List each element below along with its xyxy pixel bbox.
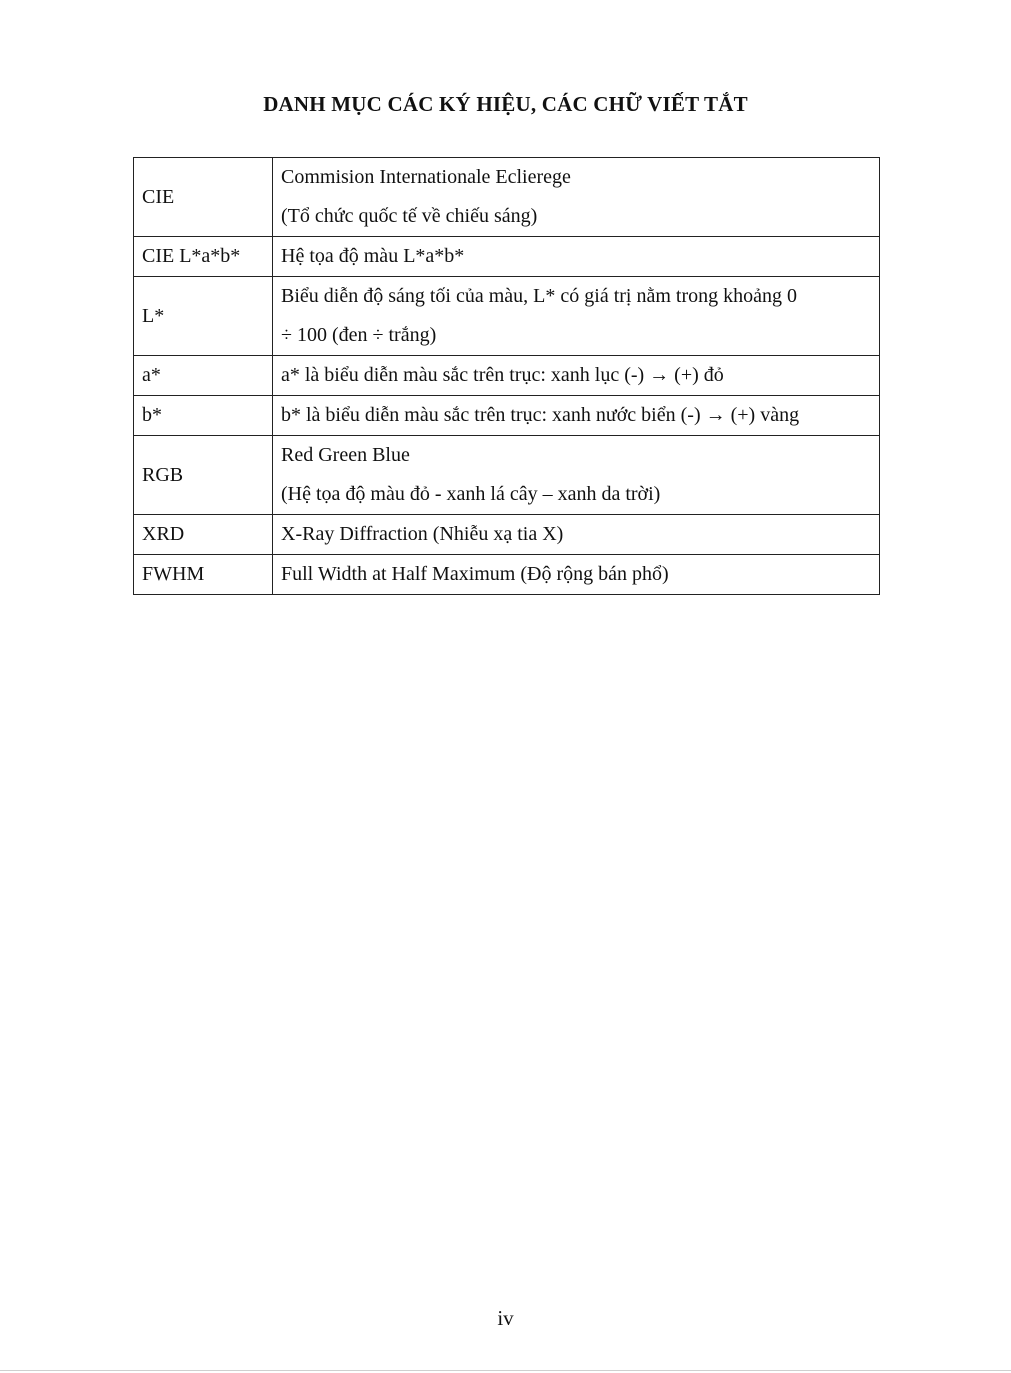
definition-cell <box>273 237 880 277</box>
term-cell: CIE <box>134 158 273 237</box>
page-title: DANH MỤC CÁC KÝ HIỆU, CÁC CHỮ VIẾT TẮT <box>263 92 748 116</box>
definition-line: X-Ray Diffraction (Nhiễu xạ tia X) <box>281 523 564 545</box>
page-number: iv <box>497 1306 514 1330</box>
term-cell: a* <box>134 356 273 396</box>
table-row <box>134 356 880 396</box>
definition-line: (Tổ chức quốc tế về chiếu sáng) <box>281 205 538 227</box>
table-row <box>134 158 880 237</box>
table-row <box>134 555 880 595</box>
term-cell: FWHM <box>134 555 273 595</box>
definition-line: Biểu diễn độ sáng tối của màu, L* có giá trị nằm trong khoảng 0 <box>281 285 797 307</box>
definition-cell <box>273 515 880 555</box>
definition-cell <box>273 158 880 237</box>
definition-line: Hệ tọa độ màu L*a*b* <box>281 245 465 267</box>
definition-cell <box>273 396 880 436</box>
definition-line: Full Width at Half Maximum (Độ rộng bán phổ) <box>281 563 669 585</box>
term-cell: CIE L*a*b* <box>134 237 273 277</box>
definition-line: ÷ 100 (đen ÷ trắng) <box>281 324 437 346</box>
definition-cell <box>273 555 880 595</box>
bottom-edge-divider <box>0 1370 1011 1371</box>
term-cell: b* <box>134 396 273 436</box>
abbreviations-table <box>133 157 880 595</box>
table-row <box>134 237 880 277</box>
definition-line: a* là biểu diễn màu sắc trên trục: xanh lục (-) → (+) đỏ <box>281 364 724 386</box>
definition-line: Commision Internationale Eclierege <box>281 166 571 188</box>
definition-line: b* là biểu diễn màu sắc trên trục: xanh nước biển (-) → (+) vàng <box>281 404 800 426</box>
term-cell: XRD <box>134 515 273 555</box>
definition-cell <box>273 436 880 515</box>
table-row <box>134 436 880 515</box>
definition-line: Red Green Blue <box>281 444 410 466</box>
table-row <box>134 277 880 356</box>
term-cell: L* <box>134 277 273 356</box>
definition-line: (Hệ tọa độ màu đỏ - xanh lá cây – xanh da trời) <box>281 483 661 505</box>
term-cell: RGB <box>134 436 273 515</box>
table-row <box>134 515 880 555</box>
definition-cell <box>273 277 880 356</box>
definition-cell <box>273 356 880 396</box>
table-row <box>134 396 880 436</box>
